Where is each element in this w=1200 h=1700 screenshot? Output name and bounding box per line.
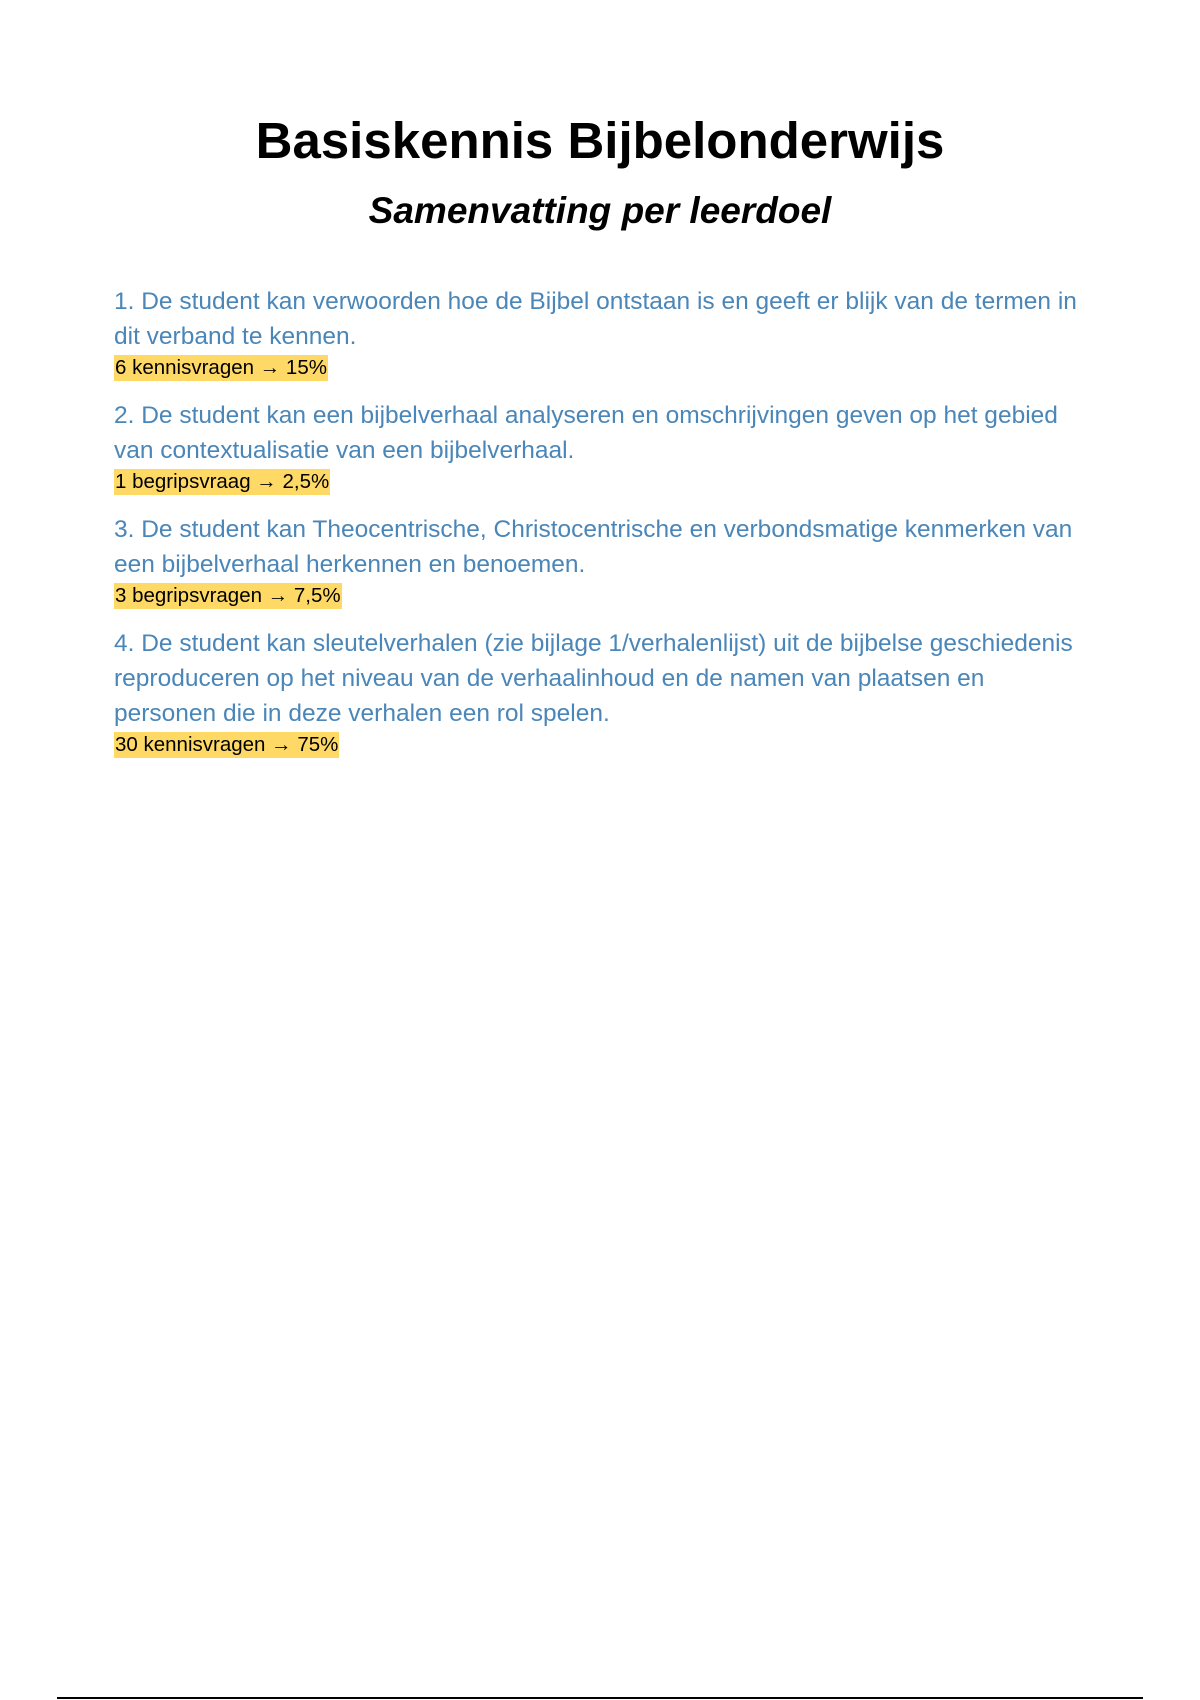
learning-goal-1	[114, 284, 1084, 381]
page-title: Basiskennis Bijbelonderwijs	[255, 112, 945, 169]
goal-description: 2. De student kan een bijbelverhaal analyseren en omschrijvingen geven op het gebied van contextualisatie van een bijbelverhaal.	[114, 402, 1058, 464]
learning-goals-list	[114, 284, 1084, 775]
learning-goal-4	[114, 626, 1084, 758]
learning-goal-2	[114, 398, 1084, 495]
page-subtitle: Samenvatting per leerdoel	[368, 190, 832, 231]
goal-weight-highlight: 30 kennisvragen → 75%	[115, 733, 339, 756]
goal-description: 4. De student kan sleutelverhalen (zie bijlage 1/verhalenlijst) uit de bijbelse geschiedenis reproduceren op het niveau van de verhaalinhoud en de namen van plaatsen en personen die in deze verhalen een rol spelen.	[114, 630, 1073, 727]
learning-goal-3	[114, 512, 1084, 609]
goal-description: 3. De student kan Theocentrische, Christocentrische en verbondsmatige kenmerken van een bijbelverhaal herkennen en benoemen.	[114, 516, 1073, 578]
goal-weight-highlight: 6 kennisvragen → 15%	[115, 356, 327, 379]
footer-divider	[57, 1697, 1143, 1699]
goal-weight-highlight: 3 begripsvragen → 7,5%	[115, 584, 341, 607]
goal-weight-highlight: 1 begripsvraag → 2,5%	[115, 470, 330, 493]
goal-description: 1. De student kan verwoorden hoe de Bijbel ontstaan is en geeft er blijk van de termen in dit verband te kennen.	[114, 288, 1077, 350]
